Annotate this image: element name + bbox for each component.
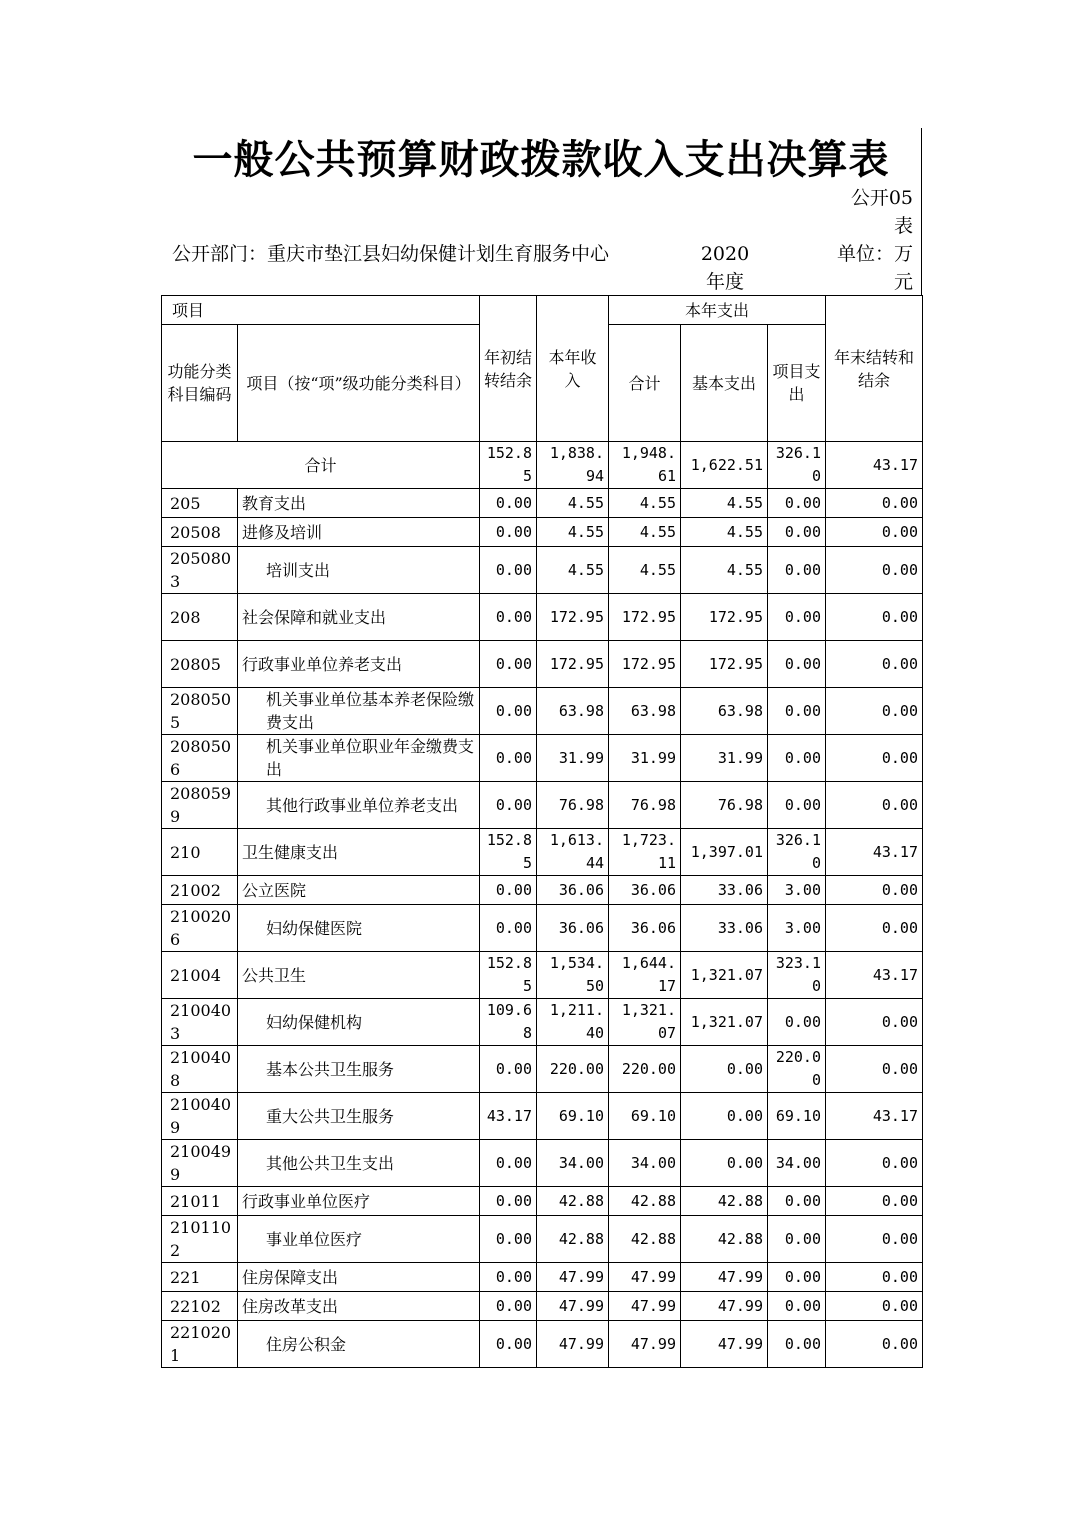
table-row <box>162 1140 923 1187</box>
row-code: 20508 <box>162 518 238 547</box>
department-label: 公开部门：重庆市垫江县妇幼保健计划生育服务中心 <box>172 243 610 265</box>
row-beginning: 0.00 <box>480 735 537 782</box>
row-code: 2101102 <box>162 1216 238 1263</box>
row-code: 21004 <box>162 952 238 999</box>
row-basic: 1,397.01 <box>681 829 768 876</box>
total-label: 合计 <box>162 442 480 489</box>
row-beginning: 152.85 <box>480 952 537 999</box>
header-item-name: 项目（按“项”级功能分类科目） <box>238 325 480 442</box>
row-project: 0.00 <box>768 1187 826 1216</box>
row-name: 机关事业单位基本养老保险缴费支出 <box>238 688 480 735</box>
row-code: 20805 <box>162 641 238 688</box>
table-row <box>162 1093 923 1140</box>
row-income: 76.98 <box>537 782 609 829</box>
row-name: 行政事业单位医疗 <box>238 1187 480 1216</box>
row-basic: 4.55 <box>681 489 768 518</box>
row-code: 22102 <box>162 1292 238 1321</box>
row-beginning: 0.00 <box>480 688 537 735</box>
row-beginning: 0.00 <box>480 489 537 518</box>
table-row <box>162 641 923 688</box>
row-beginning: 0.00 <box>480 782 537 829</box>
row-income: 36.06 <box>537 876 609 905</box>
row-code: 2080505 <box>162 688 238 735</box>
row-code: 21002 <box>162 876 238 905</box>
row-code: 2100409 <box>162 1093 238 1140</box>
row-code: 2100206 <box>162 905 238 952</box>
row-income: 69.10 <box>537 1093 609 1140</box>
row-code: 2100499 <box>162 1140 238 1187</box>
row-beginning: 0.00 <box>480 1292 537 1321</box>
row-total: 172.95 <box>609 594 681 641</box>
row-ending: 0.00 <box>826 1046 923 1093</box>
table-row <box>162 688 923 735</box>
year-label: 2020年度 <box>700 243 750 293</box>
row-ending: 0.00 <box>826 489 923 518</box>
row-beginning: 0.00 <box>480 876 537 905</box>
row-project: 69.10 <box>768 1093 826 1140</box>
row-basic: 42.88 <box>681 1216 768 1263</box>
row-ending: 43.17 <box>826 829 923 876</box>
row-ending: 0.00 <box>826 1187 923 1216</box>
row-name: 妇幼保健医院 <box>238 905 480 952</box>
row-income: 4.55 <box>537 518 609 547</box>
row-beginning: 0.00 <box>480 641 537 688</box>
row-beginning: 0.00 <box>480 1187 537 1216</box>
row-total: 47.99 <box>609 1292 681 1321</box>
row-ending: 0.00 <box>826 594 923 641</box>
table-row <box>162 782 923 829</box>
row-income: 47.99 <box>537 1263 609 1292</box>
total-beginning: 152.85 <box>480 442 537 489</box>
row-project: 0.00 <box>768 1263 826 1292</box>
row-beginning: 0.00 <box>480 1046 537 1093</box>
table-row <box>162 518 923 547</box>
row-code: 205 <box>162 489 238 518</box>
row-total: 36.06 <box>609 876 681 905</box>
row-code: 210 <box>162 829 238 876</box>
row-name: 进修及培训 <box>238 518 480 547</box>
total-project: 326.10 <box>768 442 826 489</box>
row-total: 31.99 <box>609 735 681 782</box>
row-total: 42.88 <box>609 1187 681 1216</box>
row-ending: 0.00 <box>826 1216 923 1263</box>
row-beginning: 0.00 <box>480 905 537 952</box>
row-income: 172.95 <box>537 594 609 641</box>
row-project: 3.00 <box>768 905 826 952</box>
row-code: 2210201 <box>162 1321 238 1368</box>
row-total: 1,644.17 <box>609 952 681 999</box>
row-basic: 0.00 <box>681 1046 768 1093</box>
header-item: 项目 <box>162 296 480 325</box>
row-basic: 4.55 <box>681 518 768 547</box>
table-row <box>162 1321 923 1368</box>
row-beginning: 0.00 <box>480 1263 537 1292</box>
row-ending: 0.00 <box>826 735 923 782</box>
header-total: 合计 <box>609 325 681 442</box>
row-total: 4.55 <box>609 547 681 594</box>
row-name: 住房保障支出 <box>238 1263 480 1292</box>
row-basic: 47.99 <box>681 1263 768 1292</box>
row-name: 住房改革支出 <box>238 1292 480 1321</box>
row-basic: 33.06 <box>681 905 768 952</box>
row-ending: 0.00 <box>826 1321 923 1368</box>
row-total: 1,723.11 <box>609 829 681 876</box>
row-basic: 1,321.07 <box>681 952 768 999</box>
row-name: 机关事业单位职业年金缴费支出 <box>238 735 480 782</box>
header-project-expenditure: 项目支出 <box>768 325 826 442</box>
row-basic: 0.00 <box>681 1093 768 1140</box>
row-total: 4.55 <box>609 518 681 547</box>
row-ending: 0.00 <box>826 782 923 829</box>
table-row <box>162 829 923 876</box>
row-code: 21011 <box>162 1187 238 1216</box>
row-code: 221 <box>162 1263 238 1292</box>
row-beginning: 0.00 <box>480 518 537 547</box>
row-ending: 43.17 <box>826 1093 923 1140</box>
row-beginning: 0.00 <box>480 547 537 594</box>
row-beginning: 0.00 <box>480 594 537 641</box>
row-beginning: 0.00 <box>480 1140 537 1187</box>
row-project: 220.00 <box>768 1046 826 1093</box>
row-name: 重大公共卫生服务 <box>238 1093 480 1140</box>
row-basic: 42.88 <box>681 1187 768 1216</box>
row-ending: 0.00 <box>826 641 923 688</box>
row-income: 34.00 <box>537 1140 609 1187</box>
row-ending: 0.00 <box>826 547 923 594</box>
row-income: 31.99 <box>537 735 609 782</box>
row-total: 47.99 <box>609 1321 681 1368</box>
row-basic: 172.95 <box>681 641 768 688</box>
row-total: 76.98 <box>609 782 681 829</box>
row-total: 63.98 <box>609 688 681 735</box>
row-name: 妇幼保健机构 <box>238 999 480 1046</box>
row-total: 47.99 <box>609 1263 681 1292</box>
row-project: 34.00 <box>768 1140 826 1187</box>
row-basic: 31.99 <box>681 735 768 782</box>
row-income: 36.06 <box>537 905 609 952</box>
row-total: 42.88 <box>609 1216 681 1263</box>
header-func-code: 功能分类科目编码 <box>162 325 238 442</box>
row-name: 其他公共卫生支出 <box>238 1140 480 1187</box>
budget-table <box>161 295 923 1368</box>
total-row <box>162 442 923 489</box>
row-ending: 0.00 <box>826 905 923 952</box>
row-income: 4.55 <box>537 489 609 518</box>
row-name: 社会保障和就业支出 <box>238 594 480 641</box>
row-beginning: 0.00 <box>480 1321 537 1368</box>
table-row <box>162 905 923 952</box>
header-current-expenditure: 本年支出 <box>609 296 826 325</box>
row-income: 220.00 <box>537 1046 609 1093</box>
row-basic: 172.95 <box>681 594 768 641</box>
header-current-income: 本年收入 <box>537 296 609 442</box>
row-project: 323.10 <box>768 952 826 999</box>
row-ending: 0.00 <box>826 1263 923 1292</box>
row-ending: 0.00 <box>826 1140 923 1187</box>
table-row <box>162 489 923 518</box>
table-row <box>162 952 923 999</box>
header-ending-balance: 年末结转和结余 <box>826 296 923 442</box>
row-total: 1,321.07 <box>609 999 681 1046</box>
row-total: 34.00 <box>609 1140 681 1187</box>
row-beginning: 0.00 <box>480 1216 537 1263</box>
table-row <box>162 1263 923 1292</box>
row-income: 1,613.44 <box>537 829 609 876</box>
row-name: 行政事业单位养老支出 <box>238 641 480 688</box>
row-income: 47.99 <box>537 1321 609 1368</box>
total-total: 1,948.61 <box>609 442 681 489</box>
row-beginning: 109.68 <box>480 999 537 1046</box>
row-project: 0.00 <box>768 782 826 829</box>
row-basic: 1,321.07 <box>681 999 768 1046</box>
row-project: 0.00 <box>768 518 826 547</box>
table-row <box>162 1292 923 1321</box>
total-ending: 43.17 <box>826 442 923 489</box>
row-code: 2080506 <box>162 735 238 782</box>
row-basic: 47.99 <box>681 1292 768 1321</box>
row-project: 0.00 <box>768 688 826 735</box>
row-income: 42.88 <box>537 1187 609 1216</box>
divider-line <box>921 128 922 295</box>
row-name: 培训支出 <box>238 547 480 594</box>
row-income: 1,534.50 <box>537 952 609 999</box>
table-row <box>162 1046 923 1093</box>
row-basic: 33.06 <box>681 876 768 905</box>
table-row <box>162 594 923 641</box>
header-basic-expenditure: 基本支出 <box>681 325 768 442</box>
row-total: 172.95 <box>609 641 681 688</box>
row-name: 卫生健康支出 <box>238 829 480 876</box>
public-table-number: 公开05表 <box>850 187 913 237</box>
total-income: 1,838.94 <box>537 442 609 489</box>
table-row <box>162 1187 923 1216</box>
row-project: 326.10 <box>768 829 826 876</box>
row-income: 42.88 <box>537 1216 609 1263</box>
row-project: 0.00 <box>768 1292 826 1321</box>
row-name: 其他行政事业单位养老支出 <box>238 782 480 829</box>
row-name: 基本公共卫生服务 <box>238 1046 480 1093</box>
header-beginning-balance: 年初结转结余 <box>480 296 537 442</box>
table-row <box>162 999 923 1046</box>
row-project: 0.00 <box>768 999 826 1046</box>
row-beginning: 43.17 <box>480 1093 537 1140</box>
row-total: 69.10 <box>609 1093 681 1140</box>
row-project: 0.00 <box>768 547 826 594</box>
page-title: 一般公共预算财政拨款收入支出决算表 <box>192 137 890 183</box>
row-name: 住房公积金 <box>238 1321 480 1368</box>
row-total: 4.55 <box>609 489 681 518</box>
row-ending: 0.00 <box>826 876 923 905</box>
row-project: 0.00 <box>768 594 826 641</box>
row-ending: 0.00 <box>826 688 923 735</box>
row-total: 36.06 <box>609 905 681 952</box>
row-basic: 4.55 <box>681 547 768 594</box>
row-code: 2080599 <box>162 782 238 829</box>
row-ending: 0.00 <box>826 518 923 547</box>
row-income: 172.95 <box>537 641 609 688</box>
row-ending: 0.00 <box>826 999 923 1046</box>
row-project: 0.00 <box>768 641 826 688</box>
row-code: 2050803 <box>162 547 238 594</box>
row-code: 2100403 <box>162 999 238 1046</box>
row-income: 63.98 <box>537 688 609 735</box>
row-basic: 0.00 <box>681 1140 768 1187</box>
row-beginning: 152.85 <box>480 829 537 876</box>
row-code: 208 <box>162 594 238 641</box>
row-ending: 0.00 <box>826 1292 923 1321</box>
row-income: 1,211.40 <box>537 999 609 1046</box>
row-name: 事业单位医疗 <box>238 1216 480 1263</box>
table-row <box>162 1216 923 1263</box>
row-basic: 76.98 <box>681 782 768 829</box>
table-row <box>162 876 923 905</box>
unit-label: 单位：万元 <box>836 243 913 293</box>
row-income: 47.99 <box>537 1292 609 1321</box>
row-project: 0.00 <box>768 1216 826 1263</box>
row-ending: 43.17 <box>826 952 923 999</box>
row-basic: 47.99 <box>681 1321 768 1368</box>
row-name: 公共卫生 <box>238 952 480 999</box>
total-basic: 1,622.51 <box>681 442 768 489</box>
row-project: 0.00 <box>768 1321 826 1368</box>
table-row <box>162 735 923 782</box>
table-row <box>162 547 923 594</box>
row-name: 教育支出 <box>238 489 480 518</box>
row-project: 3.00 <box>768 876 826 905</box>
row-income: 4.55 <box>537 547 609 594</box>
row-project: 0.00 <box>768 489 826 518</box>
row-basic: 63.98 <box>681 688 768 735</box>
row-total: 220.00 <box>609 1046 681 1093</box>
row-name: 公立医院 <box>238 876 480 905</box>
row-project: 0.00 <box>768 735 826 782</box>
row-code: 2100408 <box>162 1046 238 1093</box>
